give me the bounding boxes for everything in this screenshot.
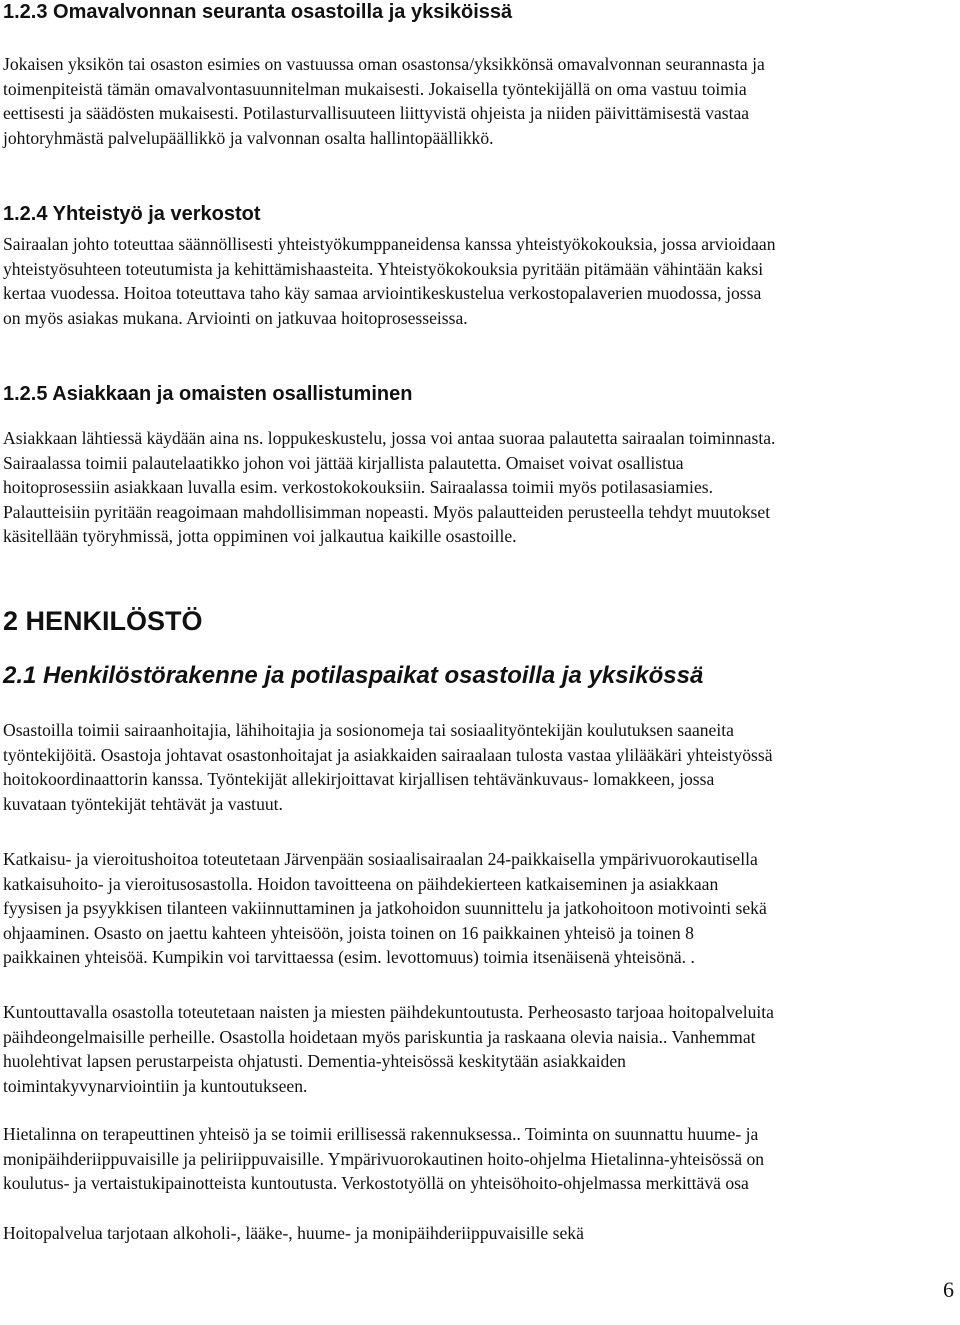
text-line: käsitellään työryhmissä, jotta oppiminen voi jalkautua kaikille osastoille. [3, 526, 517, 546]
paragraph-henkilosto-1 [3, 718, 958, 816]
text-line: Asiakkaan lähtiessä käydään aina ns. loppukeskustelu, jossa voi antaa suoraa palautetta sairaalan toiminnasta. [3, 428, 776, 448]
text-line: koulutus- ja vertaistukipainotteista kuntoutusta. Verkostotyöllä on yhteisöhoito-ohjelmassa merkittävä osa [3, 1173, 749, 1193]
text-line: monipäihderiippuvaisille ja peliriippuvaisille. Ympärivuorokautinen hoito-ohjelma Hietalinna-yhteisössä on [3, 1148, 765, 1169]
chapter-title: 2 HENKILÖSTÖ [3, 606, 203, 636]
text-line: on myös asiakas mukana. Arviointi on jatkuvaa hoitoprosesseissa. [3, 307, 468, 328]
paragraph-yhteistyo [3, 232, 958, 330]
text-line: Hietalinna on terapeuttinen yhteisö ja se toimii erillisessä rakennuksessa.. Toiminta on suunnattu huume- ja [3, 1124, 759, 1144]
text-line: hoitokoordinaattorin kanssa. Työntekijät allekirjoittavat kirjallisen tehtävänkuvaus- lomakkeen, jossa [3, 769, 715, 789]
text-line: yhteistyösuhteen toteutumista ja kehittämishaasteita. Yhteistyökokouksia pyritään pitämään vähintään kaksi [3, 258, 764, 279]
paragraph-omavalvonta [3, 52, 958, 150]
text-line: huolehtivat lapsen perustarpeista ohjatusti. Dementia-yhteisössä keskitytään asiakkaiden [3, 1051, 626, 1071]
text-line: eettisesti ja säädösten mukaisesti. Potilasturvallisuuteen liittyvistä ohjeista ja niiden päivittämisestä vastaa [3, 103, 750, 123]
section-heading-omavalvonta: 1.2.3 Omavalvonnan seuranta osastoilla ja yksiköissä [3, 1, 513, 23]
text-line: toimenpiteistä tämän omavalvontasuunnitelman mukaisesti. Jokaisella työntekijällä on oma vastuu toimia [3, 78, 747, 99]
paragraph-henkilosto-2 [3, 847, 958, 970]
paragraph-henkilosto-5 [3, 1221, 958, 1246]
text-line: Sairaalassa toimii palautelaatikko johon voi jättää kirjallista palautetta. Omaiset voivat osallistua [3, 452, 684, 473]
text-line: toimintakyvynarviointiin ja kuntoutukseen. [3, 1075, 308, 1096]
text-line: hoitoprosessiin asiakkaan luvalla esim. verkostokokouksiin. Sairaalassa toimii myös potilasasiamies. [3, 477, 713, 497]
page-number: 6 [943, 1277, 954, 1302]
text-line: paikkainen yhteisöä. Kumpikin voi tarvittaessa (esim. levottomuus) toimia itsenäisenä yhteisönä. . [3, 947, 695, 967]
text-line: fyysisen ja psyykkisen tilanteen vakiinnuttaminen ja jatkohoidon suunnittelu ja jatkohoitoon motivointi sekä [3, 898, 767, 918]
text-line: johtoryhmästä palvelupäällikkö ja valvonnan osalta hallintopäällikkö. [3, 127, 494, 148]
paragraph-henkilosto-4 [3, 1122, 958, 1196]
text-line: Jokaisen yksikön tai osaston esimies on vastuussa oman osastonsa/yksikkönsä omavalvonnan seurannasta ja [3, 54, 765, 74]
section-heading-osallistuminen: 1.2.5 Asiakkaan ja omaisten osallistuminen [3, 383, 413, 405]
paragraph-henkilosto-3 [3, 1000, 958, 1098]
paragraph-osallistuminen [3, 426, 958, 549]
text-line: ohjaaminen. Osasto on jaettu kahteen yhteisöön, joista toinen on 16 paikkainen yhteisö ja toinen 8 [3, 922, 694, 943]
text-line: Kuntouttavalla osastolla toteutetaan naisten ja miesten päihdekuntoutusta. Perheosasto tarjoaa hoitopalveluita [3, 1002, 774, 1022]
text-line: Osastoilla toimii sairaanhoitajia, lähihoitajia ja sosionomeja tai sosiaalityöntekijän koulutuksen saaneita [3, 720, 734, 740]
subchapter-title: 2.1 Henkilöstörakenne ja potilaspaikat osastoilla ja yksikössä [3, 662, 704, 689]
text-line: katkaisuhoito- ja vieroitusosastolla. Hoidon tavoitteena on päihdekierteen katkaiseminen ja asiakkaan [3, 873, 719, 894]
text-line: Sairaalan johto toteuttaa säännöllisesti yhteistyökumppaneidensa kanssa yhteistyökokouksia, jossa arvioidaan [3, 234, 776, 254]
section-heading-yhteistyo: 1.2.4 Yhteistyö ja verkostot [3, 203, 261, 225]
text-line: kertaa vuodessa. Hoitoa toteuttava taho käy samaa arviointikeskustelua verkostopalaverien muodossa, jossa [3, 283, 762, 303]
text-line: Palautteisiin pyritään reagoimaan mahdollisimman nopeasti. Myös palautteiden perusteella tehdyt muutokset [3, 501, 771, 522]
text-line: kuvataan työntekijät tehtävät ja vastuut. [3, 793, 283, 814]
text-line: työntekijöitä. Osastoja johtavat osastonhoitajat ja asiakkaiden sairaalaan tulosta vastaa ylilääkäri yhteistyössä [3, 744, 773, 765]
text-line: Hoitopalvelua tarjotaan alkoholi-, lääke-, huume- ja monipäihderiippuvaisille sekä [3, 1223, 584, 1243]
text-line: Katkaisu- ja vieroitushoitoa toteutetaan Järvenpään sosiaalisairaalan 24-paikkaisella ympärivuorokautisella [3, 849, 758, 869]
text-line: päihdeongelmaisille perheille. Osastolla hoidetaan myös pariskuntia ja raskaana olevia naisia.. Vanhemmat [3, 1026, 756, 1047]
